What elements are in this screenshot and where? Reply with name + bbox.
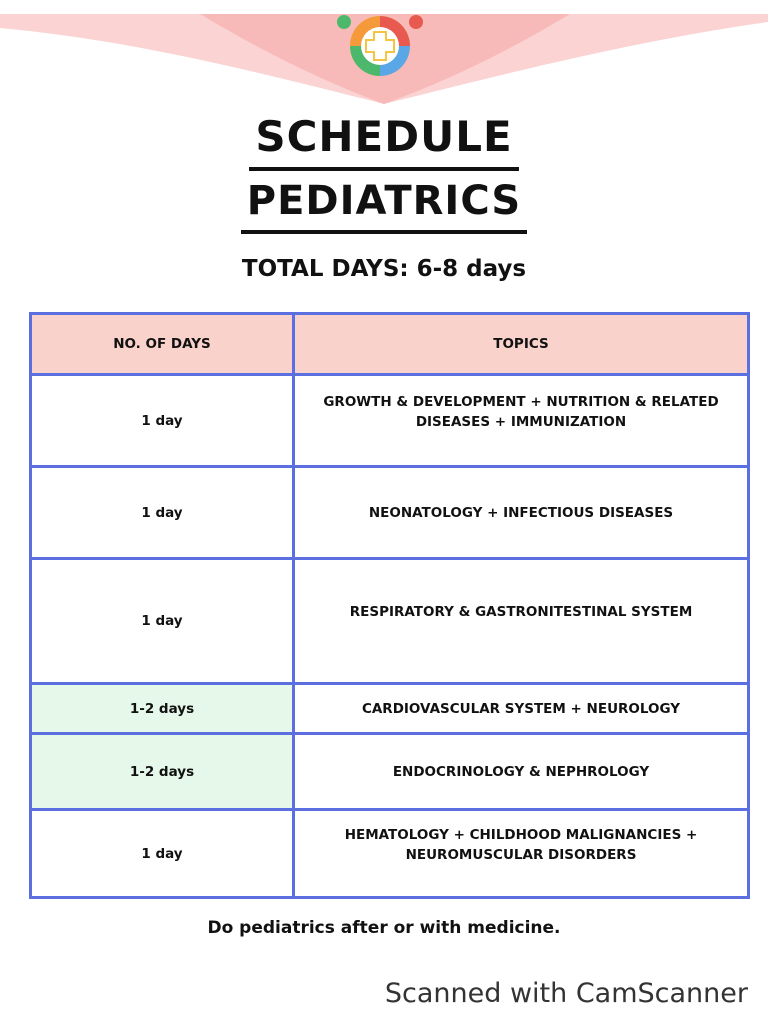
column-header-days: NO. OF DAYS [31, 314, 294, 375]
topic-cell: NEONATOLOGY + INFECTIOUS DISEASES [294, 467, 749, 559]
days-cell: 1 day [31, 810, 294, 898]
table-row [31, 559, 749, 684]
page-title [0, 112, 768, 171]
topic-cell: ENDOCRINOLOGY & NEPHROLOGY [294, 734, 749, 810]
topic-cell: RESPIRATORY & GASTRONITESTINAL SYSTEM [294, 559, 749, 684]
topic-cell: GROWTH & DEVELOPMENT + NUTRITION & RELATED DISEASES + IMMUNIZATION [294, 375, 749, 467]
table-row [31, 375, 749, 467]
title-line-schedule: SCHEDULE [249, 112, 518, 171]
topic-cell: HEMATOLOGY + CHILDHOOD MALIGNANCIES + NEUROMUSCULAR DISORDERS [294, 810, 749, 898]
table-row [31, 810, 749, 898]
days-cell: 1-2 days [31, 734, 294, 810]
table-row [31, 684, 749, 734]
table-header-row [31, 314, 749, 375]
title-line-pediatrics: PEDIATRICS [241, 178, 527, 234]
days-cell: 1 day [31, 467, 294, 559]
column-header-topics: TOPICS [294, 314, 749, 375]
topic-cell: CARDIOVASCULAR SYSTEM + NEUROLOGY [294, 684, 749, 734]
days-cell: 1 day [31, 375, 294, 467]
medical-cross-logo [328, 8, 432, 90]
schedule-table [29, 312, 750, 899]
page-subtitle-heading [0, 178, 768, 234]
days-cell: 1 day [31, 559, 294, 684]
scanner-watermark: Scanned with CamScanner [384, 978, 748, 1009]
total-days-label: TOTAL DAYS: 6-8 days [241, 256, 527, 282]
days-cell: 1-2 days [31, 684, 294, 734]
table-row [31, 734, 749, 810]
table-row [31, 467, 749, 559]
footer-note: Do pediatrics after or with medicine. [207, 918, 561, 938]
